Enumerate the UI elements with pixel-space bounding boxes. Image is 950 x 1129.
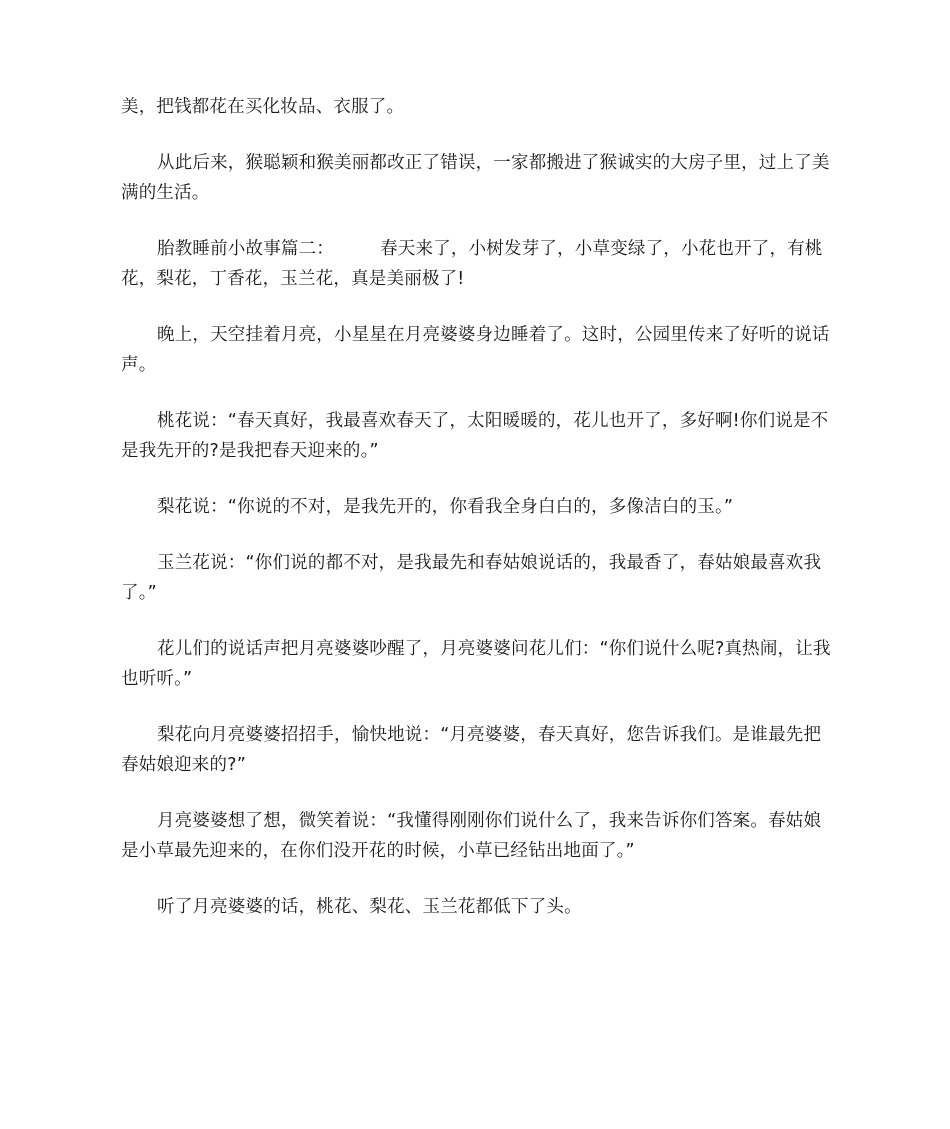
- paragraph: 桃花说：“春天真好，我最喜欢春天了，太阳暖暖的，花儿也开了，多好啊!你们说是不是我先开的?是我把春天迎来的。”: [121, 411, 829, 461]
- document-page: [121, 92, 831, 948]
- paragraph: 晚上，天空挂着月亮，小星星在月亮婆婆身边睡着了。这时，公园里传来了好听的说话声。: [121, 325, 830, 375]
- paragraph: 梨花说：“你说的不对，是我先开的，你看我全身白白的，多像洁白的玉。”: [157, 497, 734, 517]
- paragraph: 花儿们的说话声把月亮婆婆吵醒了，月亮婆婆问花儿们：“你们说什么呢?真热闹，让我也听听。”: [121, 639, 831, 689]
- paragraph: 胎教睡前小故事篇二： 春天来了，小树发芽了，小草变绿了，小花也开了，有桃花，梨花，丁香花，玉兰花，真是美丽极了!: [121, 239, 823, 289]
- paragraph: 玉兰花说：“你们说的都不对，是我最先和春姑娘说话的，我最香了，春姑娘最喜欢我了。”: [121, 553, 822, 603]
- paragraph: 梨花向月亮婆婆招招手，愉快地说：“月亮婆婆，春天真好，您告诉我们。是谁最先把春姑娘迎来的?”: [121, 725, 822, 775]
- paragraph: 从此后来，猴聪颖和猴美丽都改正了错误，一家都搬进了猴诚实的大房子里，过上了美满的生活。: [121, 153, 830, 203]
- paragraph: 月亮婆婆想了想，微笑着说：“我懂得刚刚你们说什么了，我来告诉你们答案。春姑娘是小草最先迎来的，在你们没开花的时候，小草已经钻出地面了。”: [121, 811, 822, 861]
- paragraph: 美，把钱都花在买化妆品、衣服了。: [121, 97, 405, 117]
- paragraph: 听了月亮婆婆的话，桃花、梨花、玉兰花都低下了头。: [157, 897, 582, 917]
